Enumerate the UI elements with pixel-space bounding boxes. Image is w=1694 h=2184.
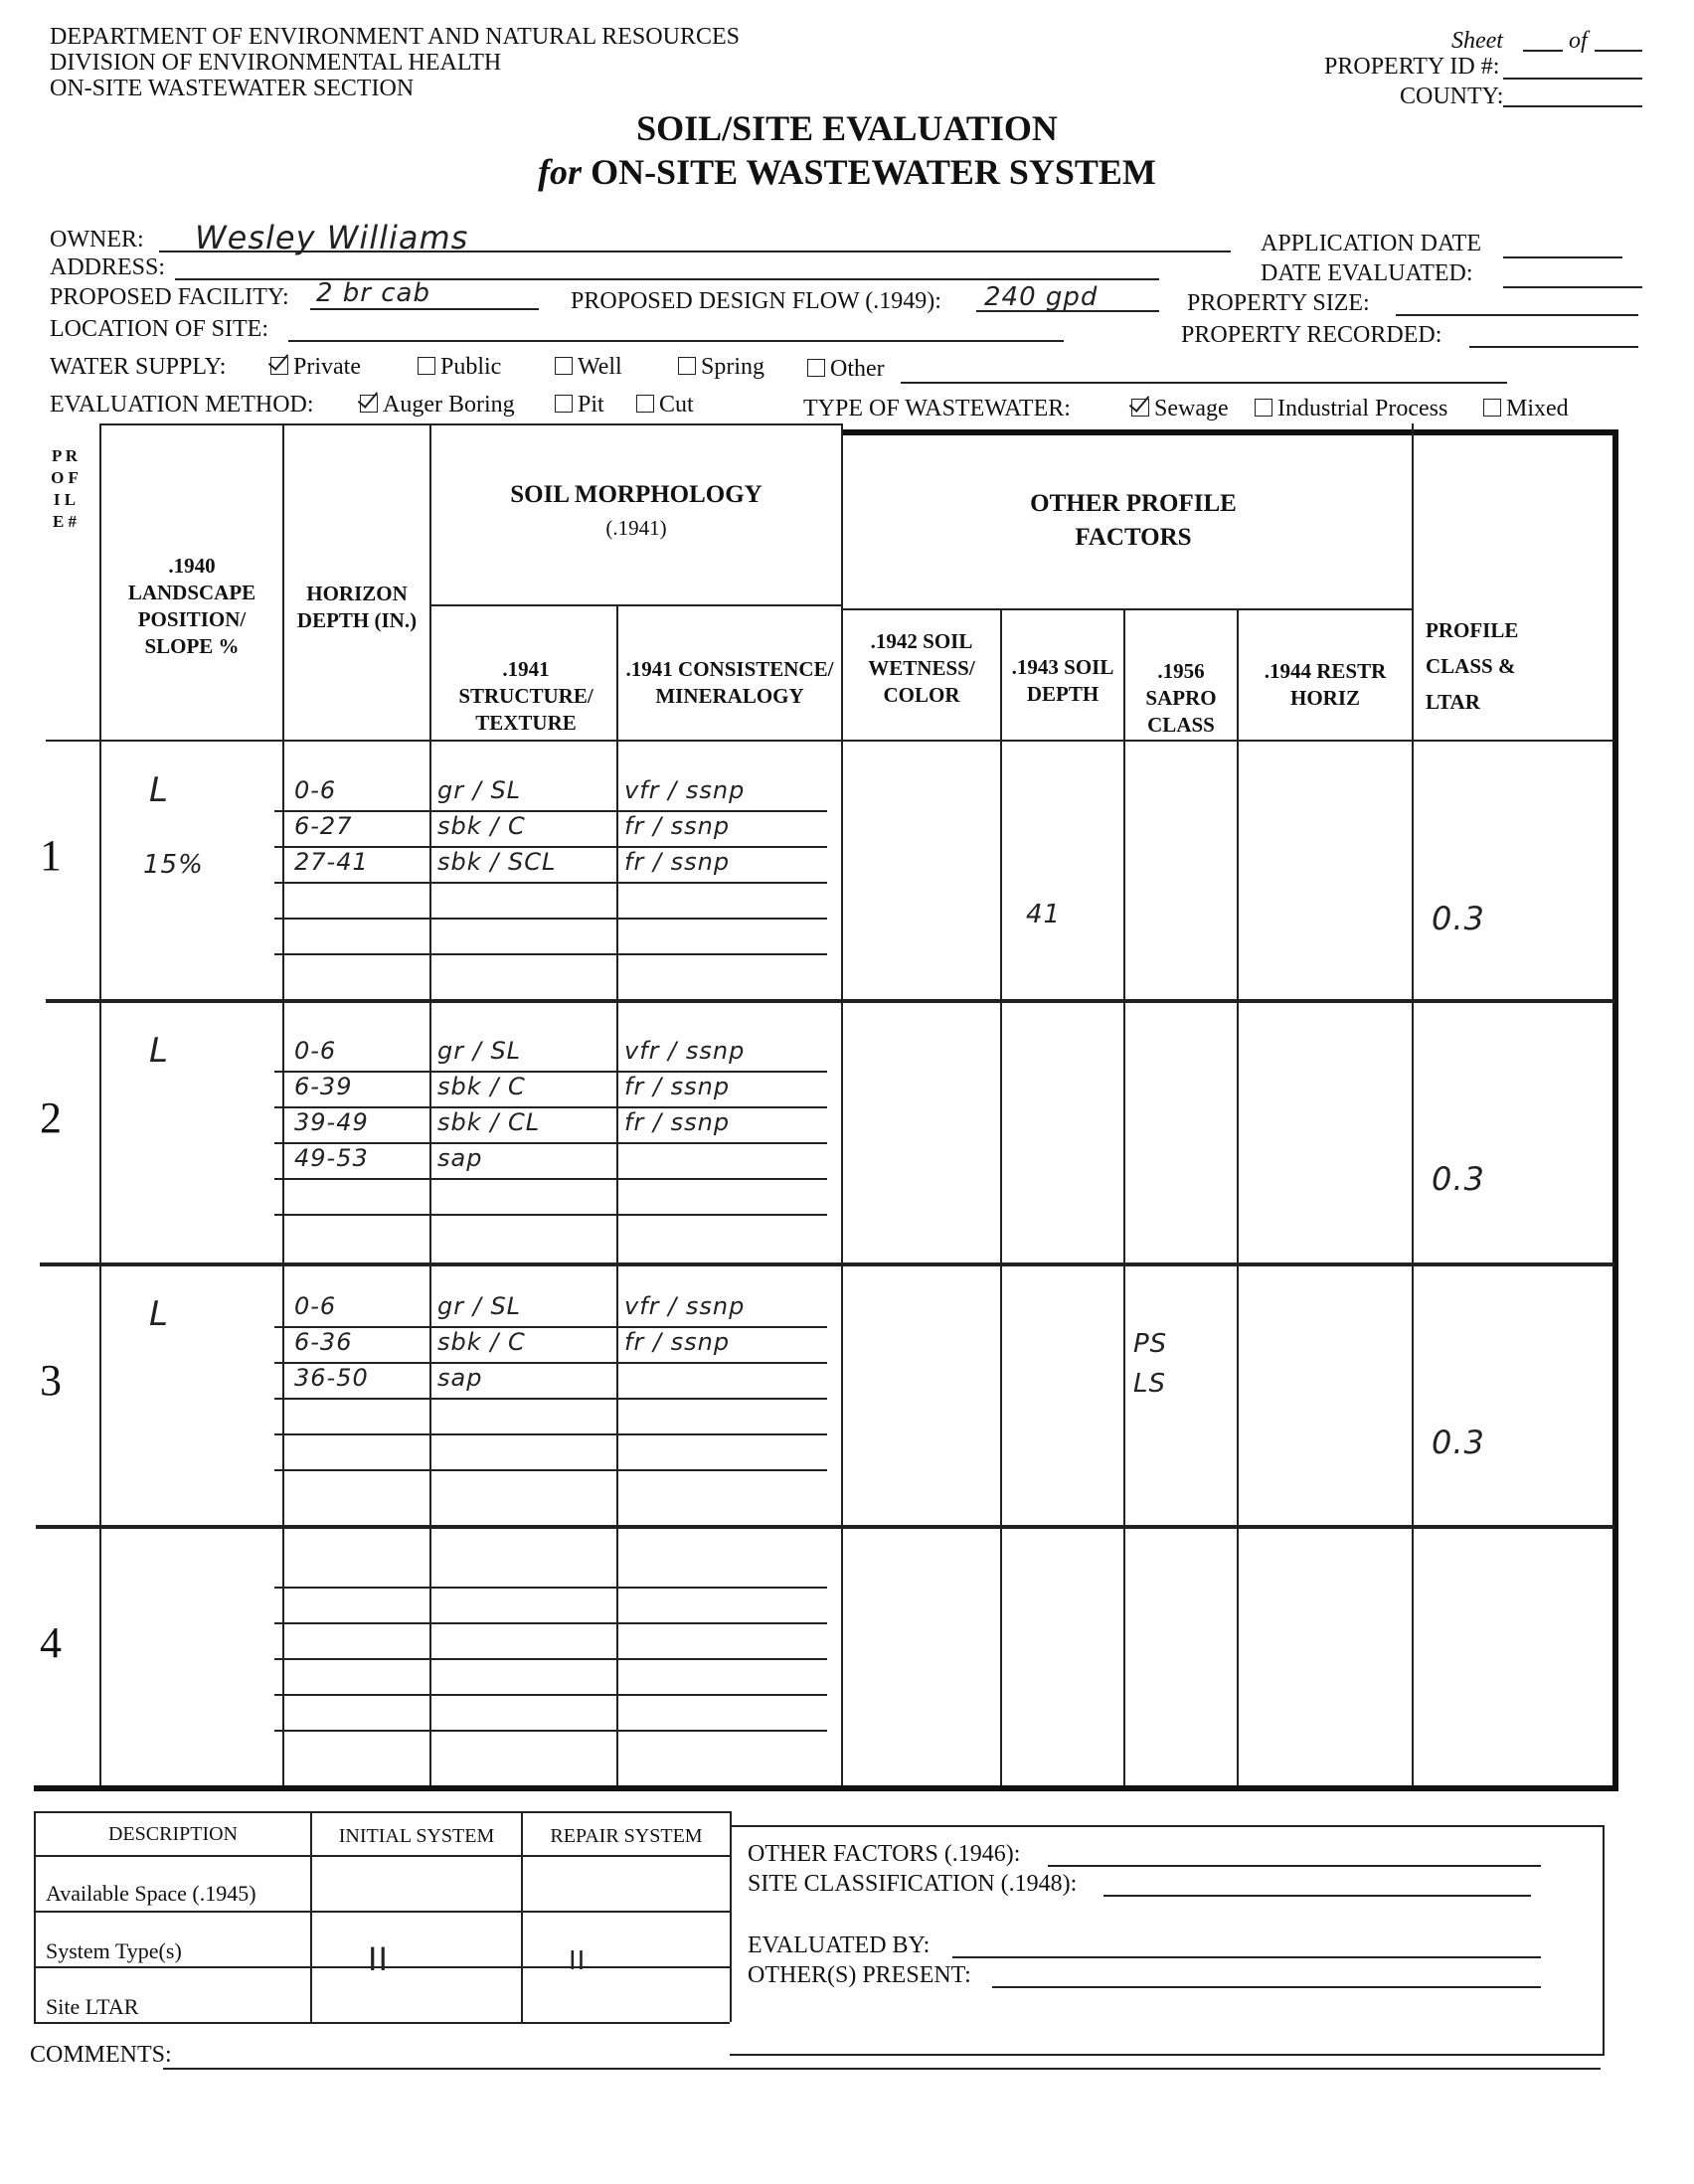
horizon-consistence-cell[interactable]: vfr / ssnp [624, 1292, 746, 1320]
landscape-value[interactable]: L [149, 1294, 169, 1334]
property-recorded-label: PROPERTY RECORDED: [1181, 322, 1442, 348]
other-factors-line[interactable] [1048, 1865, 1541, 1867]
water-option-spring[interactable]: Spring [678, 354, 764, 380]
horizon-row-line [274, 918, 827, 920]
repair-system-type-value[interactable]: II [569, 1946, 587, 1976]
profile-class-value[interactable]: 0.3 [1432, 900, 1485, 937]
owner-value[interactable]: Wesley Williams [195, 219, 469, 256]
horizon-depth-cell[interactable]: 0-6 [294, 776, 337, 804]
of-line[interactable] [1595, 50, 1642, 52]
wastewater-option-sewage[interactable]: Sewage [1131, 396, 1229, 421]
landscape-header: .1940 LANDSCAPE POSITION/ SLOPE % [127, 554, 256, 658]
profile-number: 1 [40, 831, 62, 880]
wastewater-label: TYPE OF WASTEWATER: [803, 396, 1071, 421]
wastewater-option-mixed[interactable]: Mixed [1483, 396, 1569, 421]
sys-col3 [730, 1811, 732, 2022]
horizon-consistence-cell[interactable]: fr / ssnp [624, 1073, 731, 1100]
property-recorded-line[interactable] [1469, 346, 1638, 348]
profile-number: 3 [40, 1356, 62, 1405]
auger-checkbox[interactable] [360, 395, 378, 413]
description-header: DESCRIPTION [107, 1823, 238, 1845]
evaluation-method-label: EVALUATION METHOD: [50, 392, 314, 418]
structure-header: .1941 STRUCTURE/ TEXTURE [458, 657, 593, 735]
soil-morphology-code: (.1941) [605, 516, 667, 540]
col-line-restr [1412, 423, 1414, 1785]
evaluated-by-label: EVALUATED BY: [748, 1932, 931, 1958]
horizon-structure-cell[interactable]: sap [437, 1144, 483, 1172]
location-label: LOCATION OF SITE: [50, 316, 268, 342]
water-option-private[interactable]: Private [270, 354, 361, 380]
site-classification-line[interactable] [1103, 1895, 1531, 1897]
others-present-line[interactable] [992, 1986, 1541, 1988]
horizon-row-line [274, 1587, 827, 1589]
application-date-label: APPLICATION DATE [1261, 231, 1481, 256]
table-top-border [841, 429, 1616, 435]
horizon-structure-cell[interactable]: gr / SL [437, 1292, 522, 1320]
initial-system-header: INITIAL SYSTEM [338, 1825, 495, 1847]
comments-line[interactable] [163, 2068, 1601, 2070]
horizon-header: HORIZON DEPTH (IN.) [296, 582, 418, 632]
system-types-label: System Type(s) [46, 1938, 182, 1963]
horizon-depth-cell[interactable]: 36-50 [294, 1364, 369, 1392]
wetness-header: .1942 SOIL WETNESS/ COLOR [868, 629, 975, 707]
horizon-structure-cell[interactable]: sbk / C [437, 1328, 526, 1356]
wastewater-option-industrial[interactable]: Industrial Process [1255, 396, 1447, 421]
cut-checkbox[interactable] [636, 395, 654, 413]
horizon-depth-cell[interactable]: 49-53 [294, 1144, 369, 1172]
horizon-structure-cell[interactable]: sbk / C [437, 812, 526, 840]
profile-number: 4 [40, 1618, 62, 1667]
division-name: DIVISION OF ENVIRONMENTAL HEALTH [50, 50, 502, 76]
table-bottom-border [34, 1785, 1618, 1791]
horizon-row-line [274, 1622, 827, 1624]
application-date-line[interactable] [1503, 256, 1622, 258]
factors-bottom [730, 2054, 1605, 2056]
landscape-value[interactable]: L [149, 1031, 169, 1071]
horizon-consistence-cell[interactable]: fr / ssnp [624, 848, 731, 876]
sheet-line[interactable] [1523, 50, 1563, 52]
county-label: COUNTY: [1400, 84, 1504, 109]
col-line-wetness [1000, 608, 1002, 1785]
horizon-row-line [274, 882, 827, 884]
horizon-row-line [274, 1658, 827, 1660]
property-size-label: PROPERTY SIZE: [1187, 290, 1370, 316]
horizon-row-line [274, 953, 827, 955]
horizon-structure-cell[interactable]: gr / SL [437, 776, 522, 804]
factors-top [730, 1825, 1605, 1827]
profile-sep-3 [36, 1525, 1614, 1529]
col-line-consistence [841, 423, 843, 1785]
other-factors-header: OTHER PROFILE FACTORS [1030, 490, 1237, 551]
horizon-structure-cell[interactable]: sbk / SCL [437, 848, 557, 876]
other-checkbox[interactable] [807, 359, 825, 377]
horizon-row-line [274, 1398, 827, 1400]
other-factors-sub-line [841, 608, 1412, 610]
consistence-header: .1941 CONSISTENCE/ MINERALOGY [625, 657, 834, 708]
sewage-checkbox[interactable] [1131, 399, 1149, 417]
property-size-line[interactable] [1396, 314, 1638, 316]
water-option-other[interactable]: Other [807, 356, 885, 382]
col-line-depth [1123, 608, 1125, 1785]
owner-label: OWNER: [50, 227, 144, 252]
horizon-row-line [274, 1433, 827, 1435]
horizon-structure-cell[interactable]: sbk / C [437, 1073, 526, 1100]
soil-depth-value[interactable]: 41 [1026, 900, 1062, 929]
profile-number: 2 [40, 1092, 62, 1142]
date-evaluated-line[interactable] [1503, 286, 1642, 288]
col-line-structure [616, 604, 618, 1785]
horizon-depth-cell[interactable]: 6-27 [294, 812, 353, 840]
site-classification-label: SITE CLASSIFICATION (.1948): [748, 1871, 1078, 1897]
other-factors-label: OTHER FACTORS (.1946): [748, 1841, 1021, 1867]
address-label: ADDRESS: [50, 254, 166, 280]
horizon-depth-cell[interactable]: 39-49 [294, 1108, 369, 1136]
horizon-structure-cell[interactable]: sbk / CL [437, 1108, 541, 1136]
sys-header-bottom [34, 1855, 730, 1857]
horizon-consistence-cell[interactable]: vfr / ssnp [624, 776, 746, 804]
header-bottom-line [46, 740, 1614, 742]
date-evaluated-label: DATE EVALUATED: [1261, 260, 1473, 286]
table-right-border [1612, 429, 1618, 1791]
soil-morph-sub-line [429, 604, 841, 606]
factors-right [1603, 1825, 1605, 2054]
sys-row3-bottom [34, 2022, 730, 2024]
horizon-row-line [274, 810, 827, 812]
col-line-horizon [429, 423, 431, 1785]
title-line1: SOIL/SITE EVALUATION [636, 108, 1058, 148]
sapro-header: .1956 SAPRO CLASS [1145, 659, 1217, 737]
horizon-consistence-cell[interactable]: fr / ssnp [624, 1328, 731, 1356]
depth-header: .1943 SOIL DEPTH [1011, 655, 1114, 706]
of-label: of [1569, 28, 1588, 54]
landscape-value[interactable]: L [149, 770, 169, 810]
horizon-row-line [274, 1178, 827, 1180]
profile-class-header: PROFILE CLASS & LTAR [1426, 618, 1519, 714]
facility-line[interactable] [310, 308, 539, 310]
profile-sep-2 [40, 1262, 1614, 1266]
design-flow-value[interactable]: 240 gpd [984, 282, 1099, 312]
col-line-profile [99, 423, 101, 1785]
profile-sep-1 [46, 999, 1614, 1003]
title-line2 [0, 151, 1694, 193]
water-option-well[interactable]: Well [555, 354, 622, 380]
location-line[interactable] [288, 340, 1064, 342]
others-present-label: OTHER(S) PRESENT: [748, 1962, 971, 1988]
water-other-line[interactable] [901, 382, 1507, 384]
horizon-depth-cell[interactable]: 0-6 [294, 1037, 337, 1065]
facility-label: PROPOSED FACILITY: [50, 284, 289, 310]
horizon-row-line [274, 1326, 827, 1328]
property-id-line[interactable] [1503, 78, 1642, 80]
sheet-label: Sheet [1451, 28, 1503, 54]
method-option-pit[interactable]: Pit [555, 392, 604, 418]
horizon-row-line [274, 1214, 827, 1216]
comments-label: COMMENTS: [30, 2042, 172, 2068]
well-checkbox[interactable] [555, 357, 573, 375]
section-name: ON-SITE WASTEWATER SECTION [50, 76, 415, 101]
horizon-row-line [274, 1730, 827, 1732]
horizon-row-line [274, 1071, 827, 1073]
profile-class-value[interactable]: 0.3 [1432, 1160, 1485, 1198]
profile-class-value[interactable]: 0.3 [1432, 1424, 1485, 1461]
site-ltar-label: Site LTAR [46, 1994, 139, 2019]
title-for: for [538, 152, 583, 192]
dept-name: DEPARTMENT OF ENVIRONMENT AND NATURAL RESOURCES [50, 24, 740, 50]
soil-morphology-header: SOIL MORPHOLOGY [510, 481, 762, 508]
facility-value[interactable]: 2 br cab [316, 278, 430, 308]
property-id-label: PROPERTY ID #: [1324, 54, 1500, 80]
mixed-checkbox[interactable] [1483, 399, 1501, 417]
public-checkbox[interactable] [418, 357, 435, 375]
col-line-sapro [1237, 608, 1239, 1785]
col-line-landscape [282, 423, 284, 1785]
horizon-consistence-cell[interactable]: vfr / ssnp [624, 1037, 746, 1065]
private-checkbox[interactable] [270, 357, 288, 375]
title-main: ON-SITE WASTEWATER SYSTEM [591, 152, 1156, 192]
pit-checkbox[interactable] [555, 395, 573, 413]
horizon-depth-cell[interactable]: 6-39 [294, 1073, 353, 1100]
design-flow-label: PROPOSED DESIGN FLOW (.1949): [571, 288, 941, 314]
initial-system-type-value[interactable]: II [368, 1940, 389, 1978]
slope-value[interactable]: 15% [143, 850, 204, 880]
water-supply-label: WATER SUPPLY: [50, 354, 227, 380]
horizon-consistence-cell[interactable]: fr / ssnp [624, 1108, 731, 1136]
horizon-row-line [274, 1469, 827, 1471]
sapro-class-value[interactable]: PS LS [1133, 1329, 1168, 1399]
water-option-public[interactable]: Public [418, 354, 501, 380]
profile-header: P R O F I L E # [51, 446, 79, 531]
horizon-depth-cell[interactable]: 6-36 [294, 1328, 353, 1356]
sys-top [34, 1811, 730, 1813]
restr-header: .1944 RESTR HORIZ [1264, 659, 1387, 710]
method-option-cut[interactable]: Cut [636, 392, 694, 418]
horizon-structure-cell[interactable]: gr / SL [437, 1037, 522, 1065]
available-space-label: Available Space (.1945) [46, 1881, 256, 1906]
evaluated-by-line[interactable] [952, 1956, 1541, 1958]
sys-row1-bottom [34, 1911, 730, 1913]
spring-checkbox[interactable] [678, 357, 696, 375]
horizon-consistence-cell[interactable]: fr / ssnp [624, 812, 731, 840]
method-option-auger[interactable]: Auger Boring [360, 392, 515, 418]
horizon-structure-cell[interactable]: sap [437, 1364, 483, 1392]
industrial-checkbox[interactable] [1255, 399, 1272, 417]
header-top-line [99, 423, 843, 425]
horizon-depth-cell[interactable]: 27-41 [294, 848, 369, 876]
horizon-depth-cell[interactable]: 0-6 [294, 1292, 337, 1320]
repair-system-header: REPAIR SYSTEM [550, 1825, 703, 1847]
horizon-row-line [274, 1694, 827, 1696]
